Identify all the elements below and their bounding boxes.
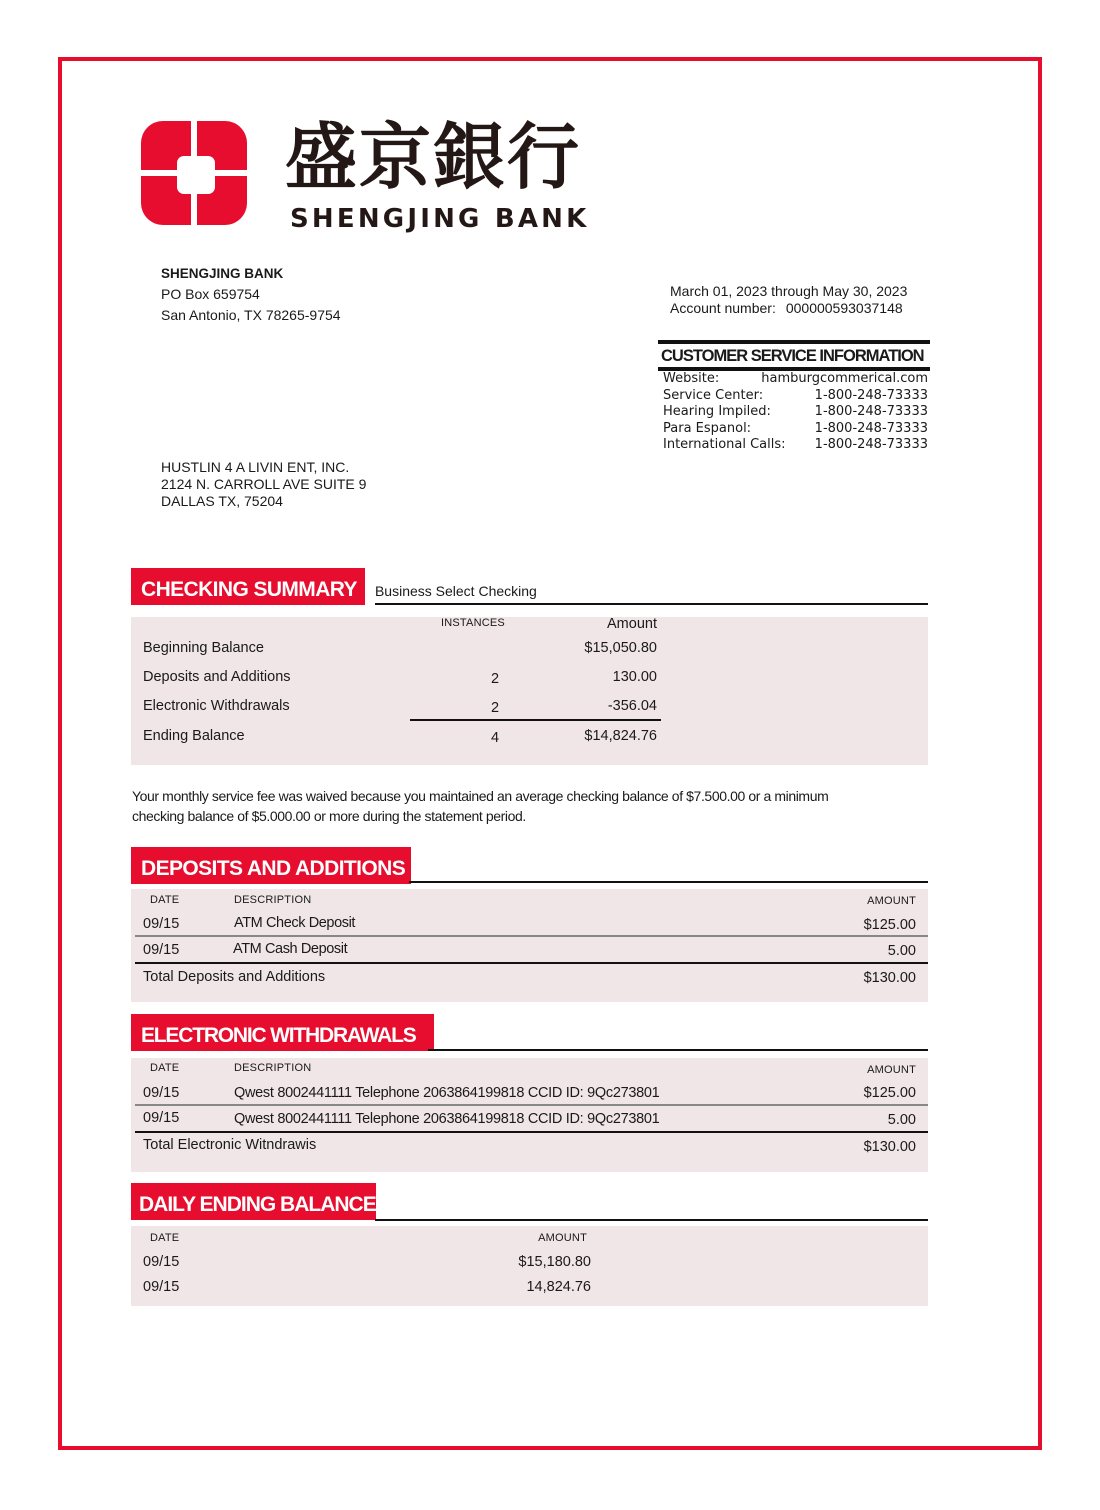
summary-amount: 130.00	[612, 669, 657, 685]
summary-label: Ending Balance	[143, 728, 245, 744]
withdrawals-title: ELECTRONIC WITHDRAWALS	[131, 1014, 434, 1051]
withdrawal-description: Qwest 8002441111 Telephone 2063864199818 CCID ID: 9Qc273801	[234, 1085, 660, 1101]
section-divider	[409, 881, 928, 883]
bank-logo-icon	[141, 121, 251, 229]
total-divider	[135, 962, 928, 964]
cs-row-website	[658, 371, 930, 388]
row-divider	[135, 935, 928, 937]
summary-amount: $14,824.76	[584, 728, 657, 744]
fee-waiver-note: Your monthly service fee was waived because you maintained an average checking balance of $7.500.00 or a minimum checking balance of $5.000.00 or more during the statement period.	[132, 788, 829, 824]
cs-phone: 1-800-248-73333	[814, 437, 928, 453]
col-date: DATE	[150, 894, 180, 906]
withdrawals-header	[131, 1013, 434, 1051]
account-number: 000000593037148	[785, 300, 903, 316]
customer-address-line3: DALLAS TX, 75204	[161, 493, 283, 509]
account-number-row	[670, 300, 907, 317]
col-amount: AMOUNT	[867, 895, 916, 907]
cs-phone: 1-800-248-73333	[814, 420, 928, 436]
bank-address-line2: San Antonio, TX 78265-9754	[161, 307, 341, 323]
balance-date: 09/15	[143, 1254, 180, 1270]
customer-address-line1: HUSTLIN 4 A LIVIN ENT, INC.	[161, 459, 350, 475]
checking-summary-title: CHECKING SUMMARY	[131, 568, 365, 605]
summary-instances: 2	[491, 700, 500, 716]
deposits-header	[131, 846, 411, 884]
section-divider	[428, 1049, 928, 1051]
bank-address	[161, 263, 341, 326]
summary-amount: -356.04	[607, 698, 657, 714]
cs-row-espanol	[658, 421, 930, 438]
summary-amount: $15,050.80	[584, 640, 657, 656]
cs-row-international	[658, 437, 930, 454]
cs-website-link[interactable]: hamburgcommerical.com	[761, 371, 928, 386]
customer-address-line2: 2124 N. CARROLL AVE SUITE 9	[161, 476, 367, 492]
statement-info	[670, 283, 907, 317]
col-date: DATE	[150, 1062, 180, 1074]
deposit-amount: 5.00	[887, 943, 916, 959]
summary-instances: 4	[491, 730, 500, 746]
cs-label: Hearing Impiled:	[663, 404, 771, 420]
cs-label: Service Center:	[663, 387, 764, 403]
statement-period: March 01, 2023 through May 30, 2023	[670, 283, 908, 299]
col-amount: AMOUNT	[538, 1232, 587, 1244]
col-instances: INSTANCES	[441, 617, 505, 629]
section-divider	[375, 603, 928, 605]
cs-phone: 1-800-248-73333	[814, 404, 928, 420]
cs-label: Para Espanol:	[663, 420, 752, 436]
bank-address-name: SHENGJING BANK	[161, 266, 284, 281]
summary-total-rule	[410, 719, 661, 721]
cs-row-hearing	[658, 404, 930, 421]
daily-balance-table	[131, 1226, 928, 1306]
deposit-description: ATM Check Deposit	[234, 915, 356, 931]
balance-date: 09/15	[143, 1279, 180, 1295]
col-description: DESCRIPTION	[234, 894, 312, 906]
daily-balance-header	[131, 1182, 376, 1220]
customer-service-box	[658, 340, 930, 454]
summary-label: Electronic Withdrawals	[143, 698, 290, 714]
deposits-table	[131, 889, 928, 1002]
section-divider	[375, 1219, 928, 1221]
summary-instances: 2	[491, 671, 500, 687]
bank-name-english: SHENGJING BANK	[290, 204, 590, 234]
col-description: DESCRIPTION	[234, 1062, 312, 1074]
withdrawal-description: Qwest 8002441111 Telephone 2063864199818 CCID ID: 9Qc273801	[234, 1111, 660, 1127]
bank-address-line1: PO Box 659754	[161, 286, 260, 302]
deposits-total-label: Total Deposits and Additions	[143, 969, 326, 985]
deposit-date: 09/15	[143, 916, 180, 932]
total-divider	[135, 1131, 928, 1133]
daily-balance-title: DAILY ENDING BALANCE	[131, 1183, 376, 1220]
customer-address	[161, 459, 366, 510]
withdrawal-amount: $125.00	[863, 1085, 916, 1101]
withdrawals-table	[131, 1058, 928, 1172]
withdrawals-total-amount: $130.00	[863, 1139, 916, 1155]
cs-label: Website:	[663, 371, 720, 386]
withdrawal-date: 09/15	[143, 1085, 180, 1101]
deposit-description: ATM Cash Deposit	[233, 941, 348, 957]
withdrawal-date: 09/15	[143, 1110, 180, 1126]
account-number-label: Account number:	[670, 300, 776, 316]
cs-phone: 1-800-248-73333	[814, 387, 928, 403]
cs-label: International Calls:	[663, 437, 786, 453]
balance-amount: $15,180.80	[518, 1254, 591, 1270]
col-date: DATE	[150, 1232, 180, 1244]
deposits-title: DEPOSITS AND ADDITIONS	[131, 847, 411, 884]
checking-summary-table	[131, 617, 928, 765]
col-amount: AMOUNT	[867, 1064, 916, 1076]
col-amount: Amount	[607, 616, 657, 632]
customer-service-title: CUSTOMER SERVICE INFORMATION	[658, 340, 930, 371]
cs-row-service-center	[658, 388, 930, 405]
withdrawals-total-label: Total Electronic Witndrawis	[143, 1137, 317, 1153]
bank-name-chinese: 盛京銀行	[285, 114, 582, 199]
checking-summary-header	[131, 567, 537, 605]
row-divider	[135, 1104, 928, 1106]
deposit-date: 09/15	[143, 942, 180, 958]
checking-summary-subtitle: Business Select Checking	[374, 583, 537, 599]
deposit-amount: $125.00	[863, 917, 916, 933]
summary-label: Beginning Balance	[143, 640, 264, 656]
withdrawal-amount: 5.00	[887, 1112, 916, 1128]
deposits-total-amount: $130.00	[863, 970, 916, 986]
summary-label: Deposits and Additions	[143, 669, 291, 685]
balance-amount: 14,824.76	[526, 1279, 591, 1295]
